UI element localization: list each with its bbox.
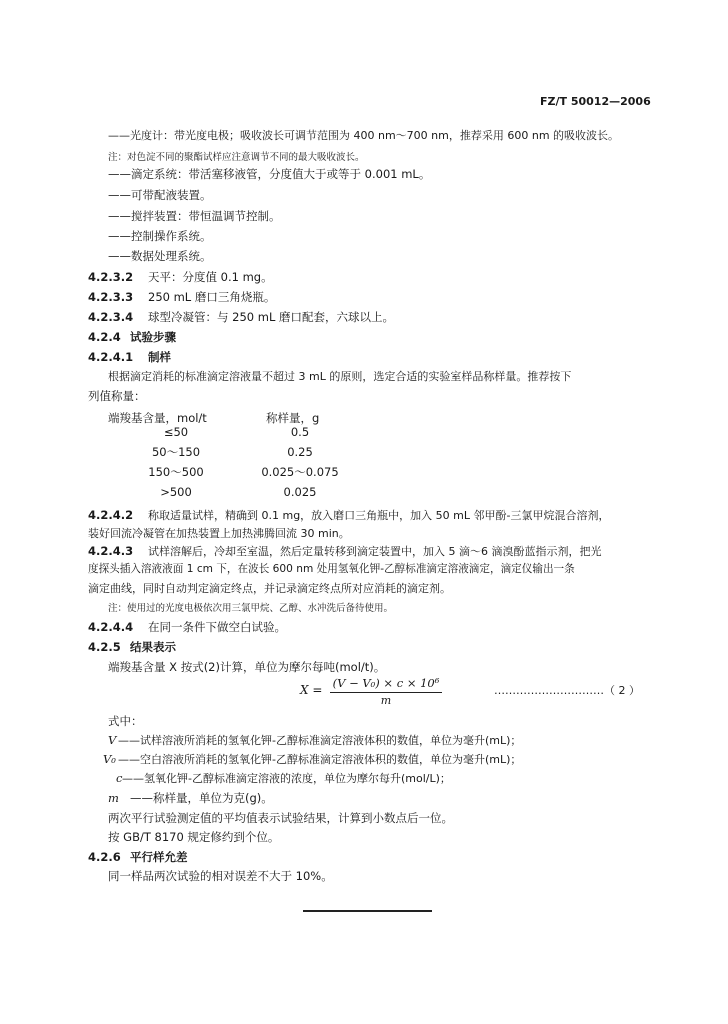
formula-tag: …………………………（ 2 ） bbox=[494, 684, 640, 697]
tolerance-text: 同一样品两次试验的相对误差不大于 10%。 bbox=[108, 869, 333, 883]
paragraph-line: 度探头插入溶液液面 1 cm 下，在波长 600 nm 处用氢氧化钾-乙醇标准滴定溶液滴定，滴定仪输出一条 bbox=[88, 563, 575, 575]
clause-number: 4.2.3.2 bbox=[88, 270, 134, 284]
table-cell-content: 150～500 bbox=[148, 465, 204, 479]
clause-number: 4.2.5 bbox=[88, 640, 121, 654]
flask-text: 250 mL 磨口三角烧瓶。 bbox=[148, 290, 276, 304]
paragraph-line: 按 GB/T 8170 规定修约到个位。 bbox=[108, 830, 280, 844]
control-system-line: ——控制操作系统。 bbox=[108, 229, 212, 243]
fraction-bar bbox=[330, 692, 442, 693]
formula-lhs: X = bbox=[300, 683, 323, 697]
table-header-mass: 称样量，g bbox=[266, 411, 320, 425]
dosing-device-line: ——可带配液装置。 bbox=[108, 188, 212, 202]
formula-denominator: m bbox=[380, 694, 392, 707]
where-label: 式中： bbox=[108, 714, 143, 728]
paragraph-line: 根据滴定消耗的标准滴定溶液量不超过 3 mL 的原则，选定合适的实验室样品称样量。推荐按下 bbox=[108, 370, 572, 383]
table-cell-mass: 0.025～0.075 bbox=[261, 465, 339, 479]
paragraph-line: 试样溶解后，冷却至室温，然后定量转移到滴定装置中，加入 5 滴～6 滴溴酚蓝指示剂，把光 bbox=[148, 545, 602, 558]
subsection-title: 制样 bbox=[148, 350, 171, 364]
table-cell-mass: 0.25 bbox=[287, 445, 313, 459]
table-cell-content: 50～150 bbox=[151, 445, 201, 459]
table-header-content: 端羧基含量，mol/t bbox=[108, 411, 207, 425]
paragraph-line: 列值称量： bbox=[88, 389, 146, 403]
section-title: 试验步骤 bbox=[130, 330, 176, 344]
paragraph-line: 称取适量试样，精确到 0.1 mg，放入磨口三角瓶中，加入 50 mL 邻甲酚-三氯甲烷混合溶剂， bbox=[148, 509, 610, 522]
var-symbol: c bbox=[116, 771, 123, 785]
var-definition: ——试样溶液所消耗的氢氧化钾-乙醇标准滴定溶液体积的数值，单位为毫升(mL)； bbox=[118, 734, 522, 747]
clause-number: 4.2.6 bbox=[88, 850, 121, 864]
condenser-text: 球型冷凝管：与 250 mL 磨口配套，六球以上。 bbox=[148, 310, 395, 324]
results-intro: 端羧基含量 X 按式(2)计算，单位为摩尔每吨(mol/t)。 bbox=[108, 660, 386, 674]
photometer-note: 注：对色淀不同的聚酯试样应注意调节不同的最大吸收波长。 bbox=[108, 152, 365, 163]
table-cell-content: >500 bbox=[160, 485, 192, 499]
var-symbol: V bbox=[108, 733, 117, 747]
clause-number: 4.2.4.2 bbox=[88, 508, 134, 522]
table-cell-mass: 0.5 bbox=[290, 425, 310, 439]
photometer-line: ——光度计：带光度电极；吸收波长可调节范围为 400 nm～700 nm，推荐采用 600 nm 的吸收波长。 bbox=[108, 129, 620, 142]
stirring-device-line: ——搅拌装置：带恒温调节控制。 bbox=[108, 209, 281, 223]
var-symbol: V₀ bbox=[103, 752, 116, 766]
table-cell-mass: 0.025 bbox=[283, 485, 317, 499]
data-system-line: ——数据处理系统。 bbox=[108, 249, 212, 263]
clause-number: 4.2.4.3 bbox=[88, 544, 134, 558]
balance-text: 天平：分度值 0.1 mg。 bbox=[148, 270, 273, 284]
clause-number: 4.2.3.4 bbox=[88, 310, 134, 324]
var-definition: ——称样量，单位为克(g)。 bbox=[130, 791, 273, 805]
clause-number: 4.2.4.4 bbox=[88, 620, 134, 634]
document-number: FZ/T 50012—2006 bbox=[540, 95, 651, 108]
var-symbol: m bbox=[108, 791, 119, 805]
formula-numerator: (V − V₀) × c × 10⁶ bbox=[332, 676, 440, 690]
section-title: 平行样允差 bbox=[130, 850, 188, 864]
end-rule bbox=[303, 910, 432, 912]
titration-system-line: ——滴定系统：带活塞移液管，分度值大于或等于 0.001 mL。 bbox=[108, 167, 431, 181]
table-cell-content: ≤50 bbox=[163, 425, 189, 439]
clause-number: 4.2.3.3 bbox=[88, 290, 134, 304]
usage-note: 注：使用过的光度电极依次用三氯甲烷、乙醇、水冲洗后备待使用。 bbox=[108, 603, 394, 614]
paragraph-line: 两次平行试验测定值的平均值表示试验结果，计算到小数点后一位。 bbox=[108, 811, 453, 825]
var-definition: ——氢氧化钾-乙醇标准滴定溶液的浓度，单位为摩尔每升(mol/L)； bbox=[122, 772, 451, 785]
clause-number: 4.2.4.1 bbox=[88, 350, 134, 364]
paragraph-line: 装好回流冷凝管在加热装置上加热沸腾回流 30 min。 bbox=[88, 527, 350, 540]
blank-test-text: 在同一条件下做空白试验。 bbox=[148, 620, 286, 634]
paragraph-line: 滴定曲线，同时自动判定滴定终点，并记录滴定终点所对应消耗的滴定剂。 bbox=[88, 582, 451, 595]
clause-number: 4.2.4 bbox=[88, 330, 121, 344]
var-definition: ——空白溶液所消耗的氢氧化钾-乙醇标准滴定溶液体积的数值，单位为毫升(mL)； bbox=[118, 753, 522, 766]
section-title: 结果表示 bbox=[130, 640, 176, 654]
